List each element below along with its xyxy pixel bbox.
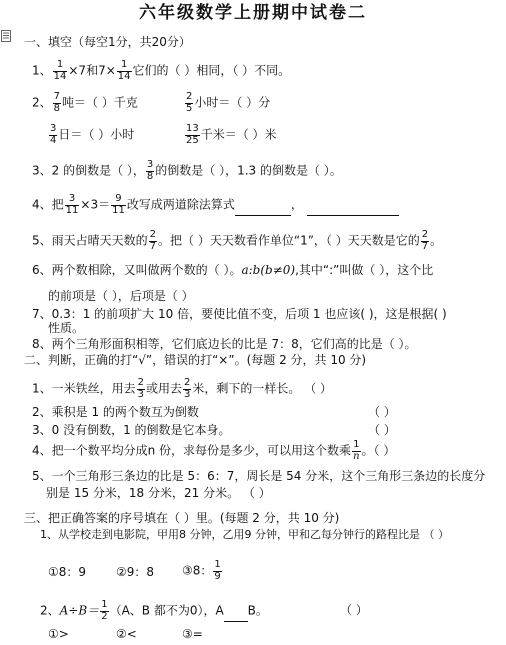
q3-num: 3、 (32, 163, 52, 178)
q2-b-den: 5 (186, 102, 193, 114)
q2-c-den: 4 (50, 134, 57, 146)
section-1-heading: 一、填空（每空1分，共20分） (24, 35, 191, 49)
q1-num: 1、 (32, 63, 52, 78)
j4-text1: 4、把一个数平均分成n 份，求每份是多少，可以用这个数乘 (32, 443, 352, 458)
q2-num: 2、 (32, 95, 52, 110)
j1-frac1-num: 2 (137, 377, 145, 388)
q3-frac (146, 160, 154, 182)
j1-text3: 米，剩下的一样长。 （ ） (192, 381, 333, 396)
choice-2-option-3[interactable]: ③= (182, 627, 203, 641)
c2-frac-num: 1 (101, 599, 108, 610)
question-6-line2: 的前项是（ ），后项是（ ） (48, 289, 194, 303)
q2-d-den: 25 (186, 134, 199, 146)
q4-frac2 (111, 194, 126, 216)
q2-b-text: 小时＝（ ）分 (194, 95, 271, 110)
q2-frac-b (185, 92, 193, 114)
j4-frac (352, 440, 360, 462)
choice-2-option-2[interactable]: ②< (116, 627, 137, 641)
question-7: 7、0.3：1 的前项扩大 10 倍，要使比值不变，后项 1 也应该( )，这是根据( ) (32, 307, 447, 321)
c1-o3-text: ③8： (182, 563, 213, 578)
judge-1 (32, 378, 332, 400)
q4-text2: ×3＝ (80, 197, 111, 212)
q4-text1: 把 (51, 197, 64, 212)
j1-text2: 或用去 (146, 381, 183, 396)
c2-answer-blank[interactable] (224, 609, 248, 622)
j4-frac-den: n (353, 450, 360, 462)
q4-answer-blank-2[interactable] (307, 203, 399, 216)
judge-3: 3、0 没有倒数，1 的倒数是它本身。 (32, 423, 231, 437)
c1-o3-num: 1 (214, 559, 221, 570)
choice-1: 1、从学校走到电影院，甲用8 分钟，乙用9 分钟，甲和乙每分钟行的路程比是 （ ） (40, 528, 449, 541)
judge-5: 5、一个三角形三条边的比是 5：6：7，周长是 54 分米，这个三角形三条边的长度分 (32, 469, 486, 483)
q5-text2: 。把（ ）天天数看作单位“1”，（ ）天天数是它的 (158, 233, 420, 248)
c2-frac (100, 600, 108, 622)
q4-frac2-num: 9 (111, 194, 126, 206)
q5-num: 5、 (32, 233, 52, 248)
q6-num: 6、 (32, 263, 52, 277)
q4-frac1 (65, 194, 80, 216)
q1-frac1-den: 14 (53, 70, 67, 82)
judge-2: 2、乘积是 1 的两个数互为倒数 (32, 405, 199, 419)
q2-frac-d (185, 124, 200, 146)
question-4 (32, 194, 399, 216)
q4-comma: ， (290, 197, 303, 212)
question-2-row1 (32, 92, 138, 114)
q3-frac-num: 3 (146, 159, 154, 170)
choice-2 (40, 600, 268, 622)
q2-frac-c (49, 124, 57, 146)
q1-frac2-num: 1 (117, 60, 132, 72)
q1-text2: 它们的（ ）相同，（ ）不同。 (132, 63, 291, 78)
page-title: 六年级数学上册期中试卷二 (139, 3, 367, 23)
q1-frac2 (117, 60, 132, 82)
q2-a-den: 8 (53, 102, 61, 114)
choice-2-option-1[interactable]: ①> (48, 627, 69, 641)
q4-num: 4、 (32, 197, 52, 212)
q2-d-text: 千米＝（ ）米 (200, 127, 277, 142)
q1-frac1 (53, 60, 68, 82)
section-2-heading: 二、判断，正确的打“√”，错误的打“×”。(每题 2 分，共 10 分) (24, 353, 367, 367)
c2-text2: B。 (247, 603, 268, 618)
j1-frac1-den: 3 (137, 388, 145, 400)
choice-1-option-2[interactable]: ②9：8 (116, 565, 155, 579)
question-7-line2: 性质。 (48, 321, 85, 335)
q5-text1: 雨天占晴天天数的 (51, 233, 148, 248)
document-icon (1, 30, 11, 42)
q5-frac1-num: 2 (149, 229, 157, 240)
question-2-row2b (184, 124, 277, 146)
j1-frac2 (183, 378, 191, 400)
question-2-row2 (48, 124, 134, 146)
q2-c-num: 3 (50, 123, 57, 134)
q3-text1: 2 的倒数是（ ）， (51, 163, 145, 178)
j1-frac2-num: 2 (184, 377, 191, 388)
j1-text1: 一米铁丝，用去 (51, 381, 136, 396)
q3-frac-den: 8 (146, 170, 154, 182)
q5-frac2-num: 2 (421, 229, 429, 240)
judge-4 (32, 440, 395, 462)
c1-o3-den: 9 (214, 570, 221, 582)
choice-2-paren[interactable]: （ ） (340, 603, 368, 617)
q2-frac-a (53, 92, 61, 114)
judge-3-paren[interactable]: （ ） (368, 423, 396, 437)
q5-frac1-den: 7 (149, 240, 157, 252)
q5-frac2 (421, 230, 429, 252)
q2-c-text: 日＝（ ）小时 (58, 127, 135, 142)
q1-frac2-den: 14 (117, 70, 131, 82)
j1-frac2-den: 3 (184, 388, 191, 400)
q2-d-num: 13 (186, 123, 199, 134)
j4-text2: 。（ ） (361, 443, 396, 458)
question-6 (32, 264, 433, 276)
question-3 (32, 160, 342, 182)
c1-o3-frac (213, 560, 221, 582)
q4-text3: 改写成两道除法算式 (126, 197, 235, 212)
question-5 (32, 230, 442, 252)
q1-frac1-num: 1 (53, 60, 68, 72)
q1-text1: ×7和7× (68, 63, 116, 78)
q3-text2: 的倒数是（ ），1.3 的倒数是（ ）。 (155, 163, 342, 178)
q2-a-text: 吨＝（ ）千克 (62, 95, 138, 110)
q4-answer-blank-1[interactable] (235, 203, 291, 216)
question-2-row1b (184, 92, 270, 114)
c2-num: 2、 (40, 603, 60, 618)
section-3-heading: 三、把正确答案的序号填在（ ）里。(每题 2 分，共 10 分) (24, 511, 340, 525)
q5-frac2-den: 7 (421, 240, 429, 252)
question-8: 8、两个三角形面积相等，它们底边长的比是 7：8，它们高的比是（ ）。 (32, 337, 417, 351)
j4-frac-num: 1 (353, 439, 360, 450)
q6-text2: ,其中“:”叫做（ ），这个比 (295, 263, 434, 277)
c2-text1: （A、B 都不为0），A (109, 603, 224, 618)
q6-expression: a:b(b≠0) (241, 263, 296, 277)
c2-expression: A÷B＝ (59, 603, 100, 618)
q6-text1: 两个数相除，又叫做两个数的（ ）。 (51, 263, 242, 277)
q4-frac1-den: 11 (65, 204, 79, 216)
q2-b-num: 2 (186, 91, 193, 102)
q4-frac1-num: 3 (65, 194, 80, 206)
choice-1-option-1[interactable]: ①8：9 (48, 565, 87, 579)
q4-frac2-den: 11 (112, 204, 125, 216)
question-1 (32, 60, 290, 82)
choice-1-option-3[interactable] (182, 560, 223, 582)
q2-a-num: 7 (53, 91, 61, 102)
j1-num: 1、 (32, 381, 52, 396)
j1-frac1 (137, 378, 145, 400)
q5-frac1 (149, 230, 157, 252)
q5-text3: 。 (430, 233, 443, 248)
judge-5-line2: 别是 15 分米，18 分米，21 分米。 （ ） (46, 486, 271, 500)
judge-2-paren[interactable]: （ ） (368, 405, 396, 419)
c2-frac-den: 2 (101, 610, 108, 622)
